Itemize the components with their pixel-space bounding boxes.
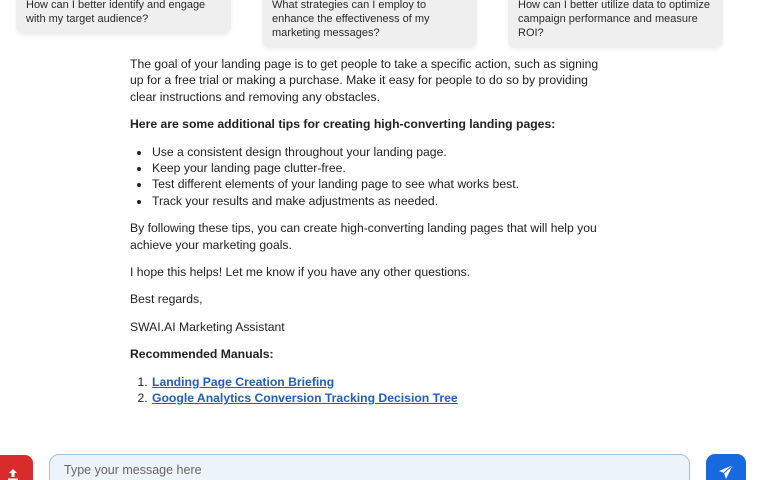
message-signoff: Best regards, [130,292,203,307]
manual-link-landing-page[interactable]: Landing Page Creation Briefing [152,374,335,389]
manual-link-analytics[interactable]: Google Analytics Conversion Tracking Decision Tree [152,391,458,406]
list-item: • Track your results and make adjustments as needed. [151,193,610,209]
manuals-list [151,374,610,407]
message-hope: I hope this helps! Let me know if you have any other questions. [130,265,471,280]
list-item: • Test different elements of your landing page to see what works best. [151,176,610,192]
message-closing: By following these tips, you can create high-converting landing pages that will help you achieve your marketing goals. [130,221,597,252]
assistant-message [130,56,610,407]
list-item [151,390,610,406]
manuals-heading: Recommended Manuals: [130,347,274,362]
suggestion-card-data[interactable]: How can I better utilize data to optimize campaign performance and measure ROI? [508,0,723,48]
tips-list [151,144,610,210]
suggestion-card-messaging[interactable]: What strategies can I employ to enhance the effectiveness of my marketing messages? [262,0,477,48]
list-item: • Keep your landing page clutter-free. [151,160,610,176]
send-button[interactable] [706,454,746,480]
list-item: • Use a consistent design throughout your landing page. [151,144,610,160]
send-icon [718,464,734,480]
suggestion-card-audience[interactable]: How can I better identify and engage with my target audience? [16,0,231,34]
message-input-container [49,454,690,480]
list-item [151,374,610,390]
upload-icon [6,468,20,480]
message-signature: SWAI.AI Marketing Assistant [130,319,285,334]
tips-heading: Here are some additional tips for creating high-converting landing pages: [130,117,556,132]
message-input[interactable] [50,455,689,480]
upload-button[interactable] [0,455,33,480]
suggestion-cards [0,0,768,48]
message-intro: The goal of your landing page is to get people to take a specific action, such as signing up for a free trial or making a purchase. Make it easy for people to do so by providing clear instructions and removing any obstacles. [130,57,599,104]
